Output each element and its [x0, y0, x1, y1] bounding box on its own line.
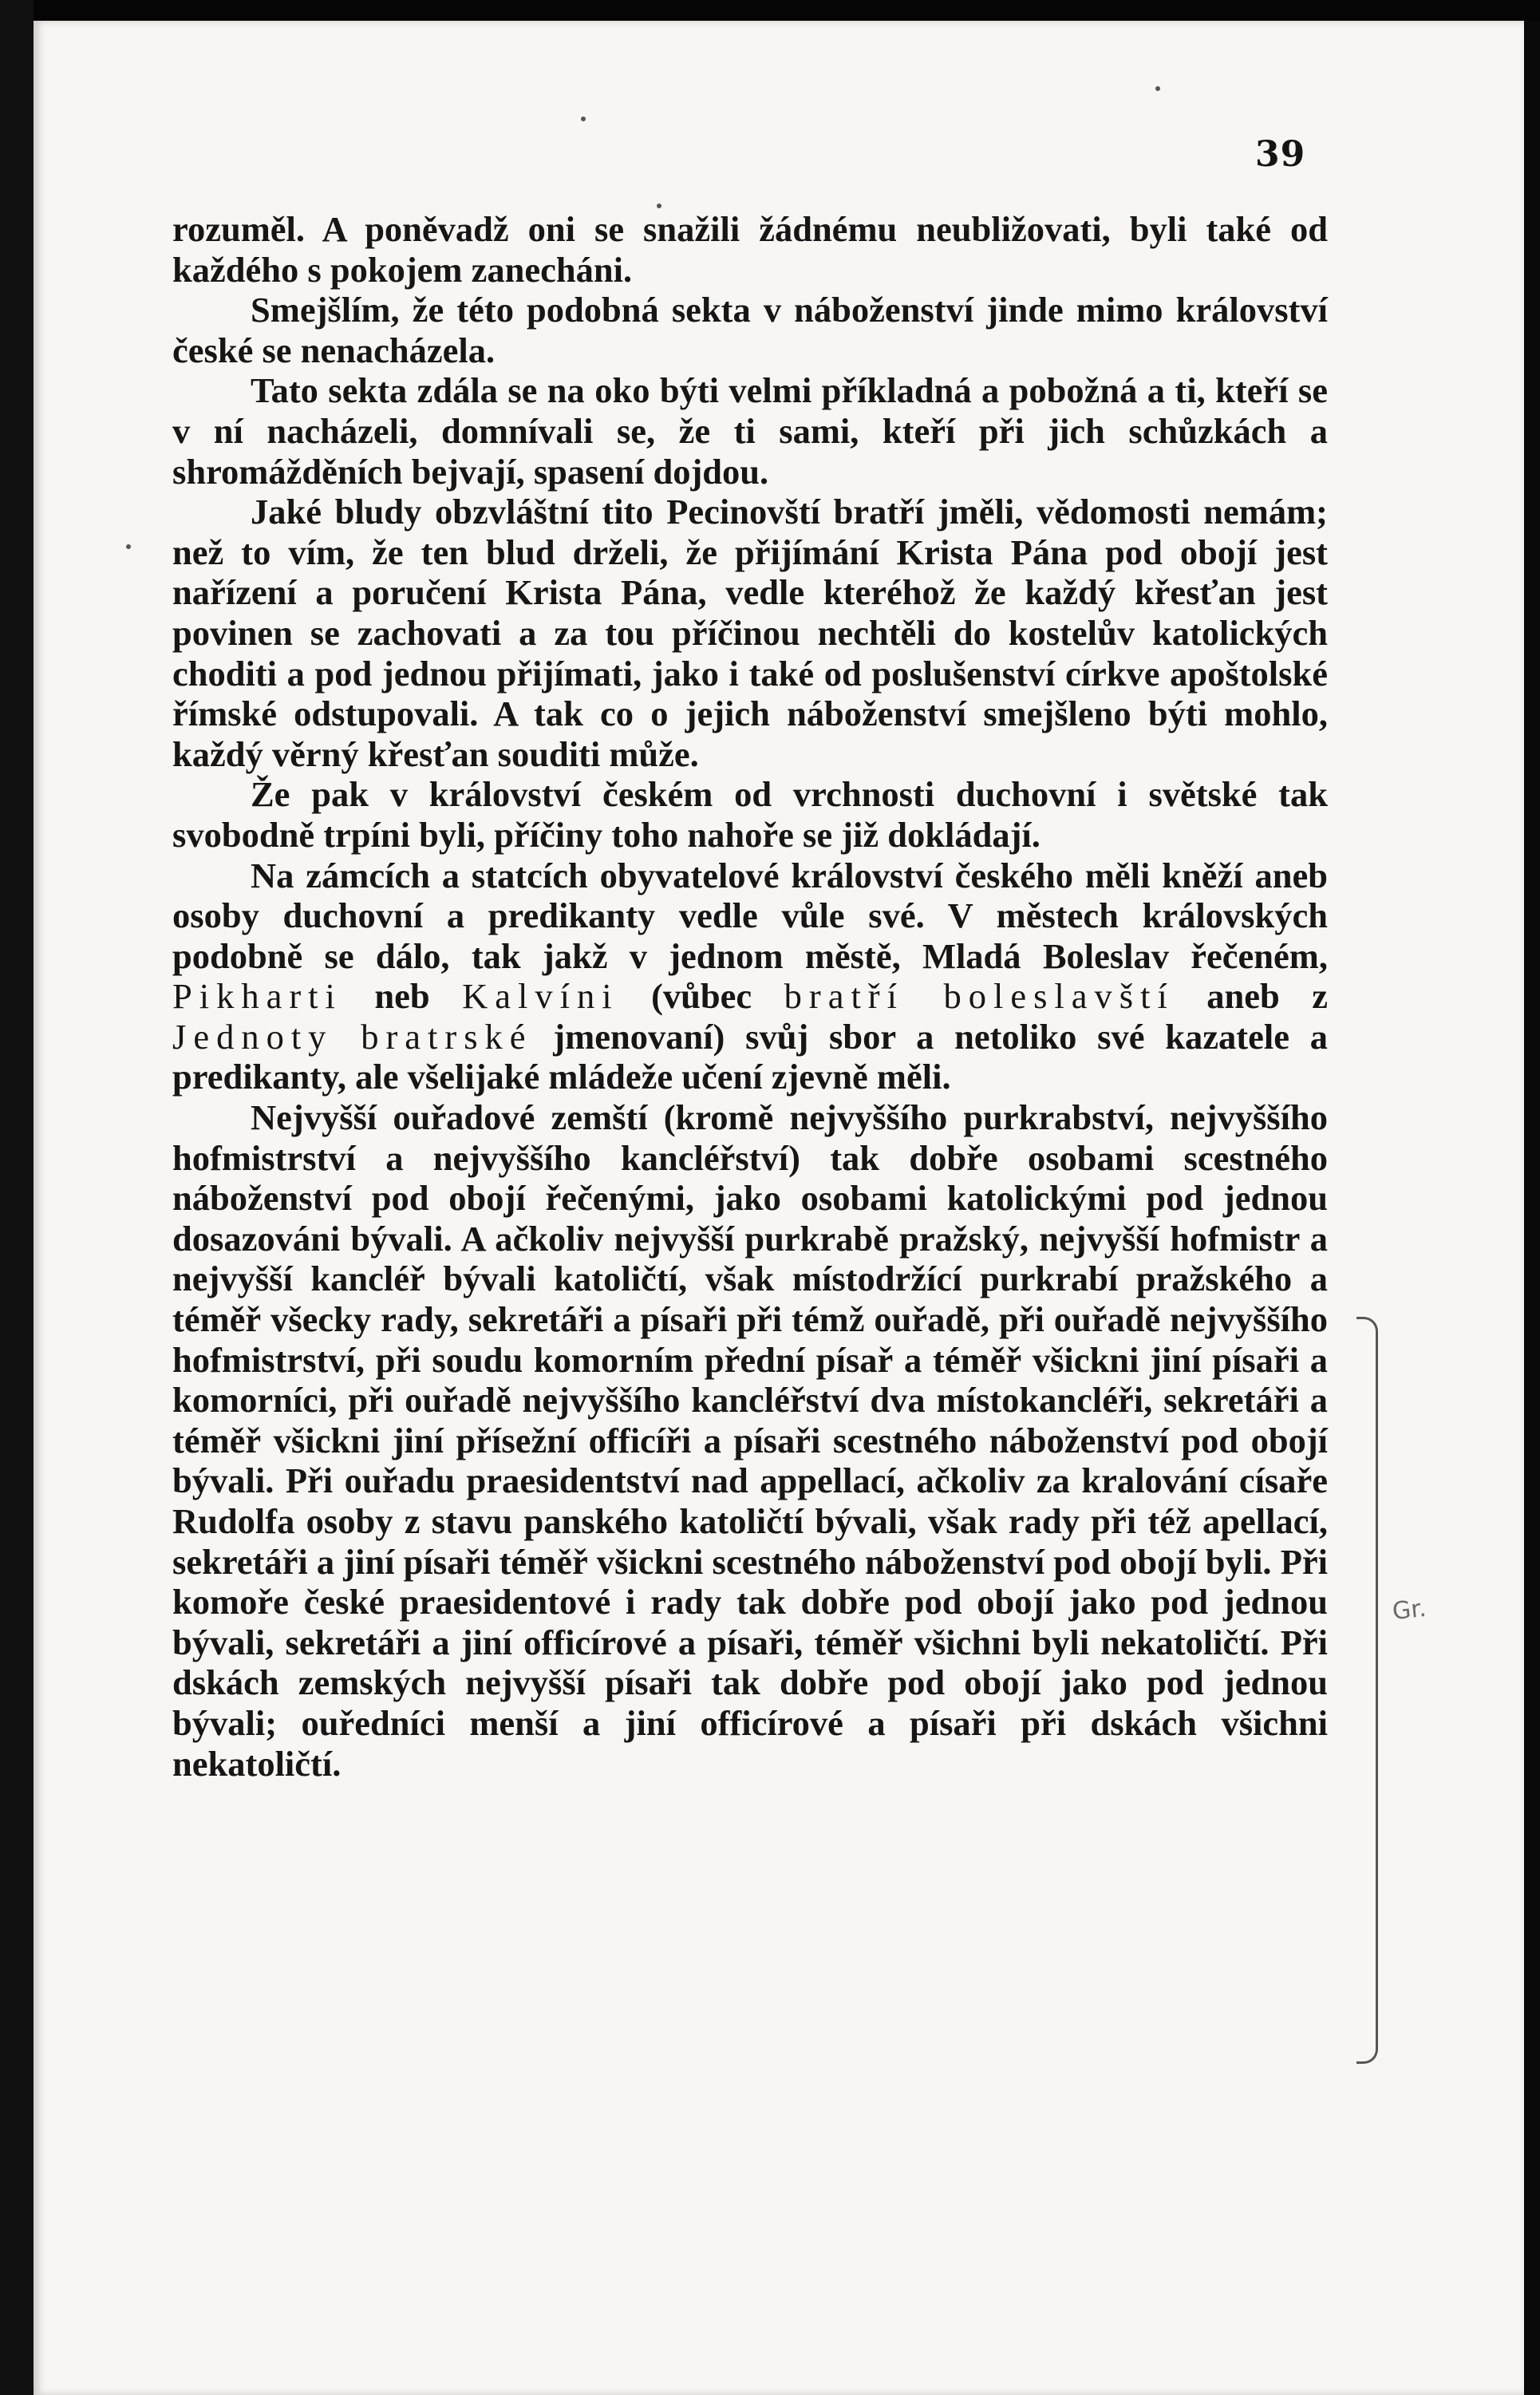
- page-body-text: [172, 209, 1328, 1784]
- text-run: rozuměl. A poněvadž oni se snažili žádnému neubližovati, byli také od každého s pokojem zanecháni.: [172, 209, 1328, 290]
- margin-bracket-mark: [1356, 1317, 1378, 2064]
- speck: [657, 204, 661, 208]
- text-run: Jaké bludy obzvláštní tito Pecinovští bratří jměli, vědomosti nemám; než to vím, že ten blud drželi, že přijímání Krista Pána pod obojí jest nařízení a poručení Krista Pána, vedle kteréhož že každý křesťan jest povinen se zachovati a za tou příčinou nechtěli do kostelův katolických choditi a pod jednou přijímati, jako i také od poslušenství církve apoštolské římské odstupovali. A tak co o jejich náboženství smejšleno býti mohlo, každý věrný křesťan souditi může.: [172, 492, 1328, 774]
- speck: [126, 544, 131, 549]
- text-run: Nejvyšší ouřadové zemští (kromě nejvyššího purkrabství, nejvyššího hofmistrství a nejvyššího kancléřství) tak dobře osobami scestného náboženství pod obojí řečenými, jako osobami katolickými pod jednou dosazováni bývali. A ačkoliv nejvyšší purkrabě pražský, nejvyšší hofmistr a nejvyšší kancléř bývali katoličtí, však místodržící purkrabí pražského a téměř všecky rady, sekretáři a písaři při témž ouřadě, při ouřadě nejvyššího hofmistrství, při soudu komorním přední písař a téměř všickni jiní písaři a komorníci, při ouřadě nejvyššího kancléřství dva místokancléři, sekretáři a téměř všickni jiní přísežní officíři a písaři scestného náboženství pod obojí bývali. Při ouřadu praesidentství nad appellací, ačkoliv za kralování císaře Rudolfa osoby z stavu panského katoličtí bývali, však rady při též apellací, sekretáři a jiní písaři téměř všickni scestného náboženství pod obojí byli. Při komoře české praesidentové i rady tak dobře pod obojí jako pod jednou bývali, sekretáři a jiní officírové a písaři, téměř všichni byli nekatoličtí. Při dskách zemských nejvyšší písaři tak dobře pod obojí jako pod jednou bývali; ouředníci menší a jiní officírové a písaři při dskách všichni nekatoličtí.: [172, 1097, 1328, 1784]
- paragraph: [172, 290, 1328, 370]
- paragraph: [172, 774, 1328, 855]
- spaced-emphasis: bratří boleslavští: [784, 976, 1175, 1017]
- text-run: neb: [342, 976, 463, 1017]
- paragraph: [172, 1097, 1328, 1784]
- text-run: Smejšlím, že této podobná sekta v náboženství jinde mimo království české se nenacházela.: [172, 290, 1328, 370]
- scan-top-edge: [0, 0, 1540, 21]
- paragraph: [172, 492, 1328, 774]
- margin-pencil-note: Gr.: [1391, 1594, 1428, 1626]
- speck: [581, 117, 586, 121]
- text-run: jmenovaní) svůj sbor a netoliko své kazatele a predikanty, ale všelijaké mládeže učení zjevně měli.: [172, 1016, 1328, 1097]
- text-run: (vůbec: [618, 976, 784, 1017]
- scan-left-edge: [0, 0, 34, 2395]
- spaced-emphasis: Jednoty bratrské: [172, 1016, 533, 1057]
- spaced-emphasis: Kalvíni: [462, 976, 619, 1017]
- text-run: Že pak v království českém od vrchnosti duchovní i světské tak svobodně trpíni byli, příčiny toho nahoře se již dokládají.: [172, 774, 1328, 855]
- text-run: Tato sekta zdála se na oko býti velmi příkladná a pobožná a ti, kteří se v ní nacházeli, domnívali se, že ti sami, kteří při jich schůzkách a shromážděních bejvají, spasení dojdou.: [172, 370, 1328, 492]
- paragraph: [172, 856, 1328, 1098]
- text-run: aneb z: [1174, 976, 1329, 1017]
- speck: [1155, 86, 1160, 91]
- text-run: Na zámcích a statcích obyvatelové království českého měli kněží aneb osoby duchovní a predikanty vedle vůle své. V městech královských podobně se dálo, tak jakž v jednom městě, Mladá Boleslav řečeném,: [172, 855, 1328, 976]
- paragraph: [172, 209, 1328, 290]
- page-number: 39: [1255, 134, 1306, 175]
- spaced-emphasis: Pikharti: [172, 976, 342, 1017]
- paragraph: [172, 370, 1328, 492]
